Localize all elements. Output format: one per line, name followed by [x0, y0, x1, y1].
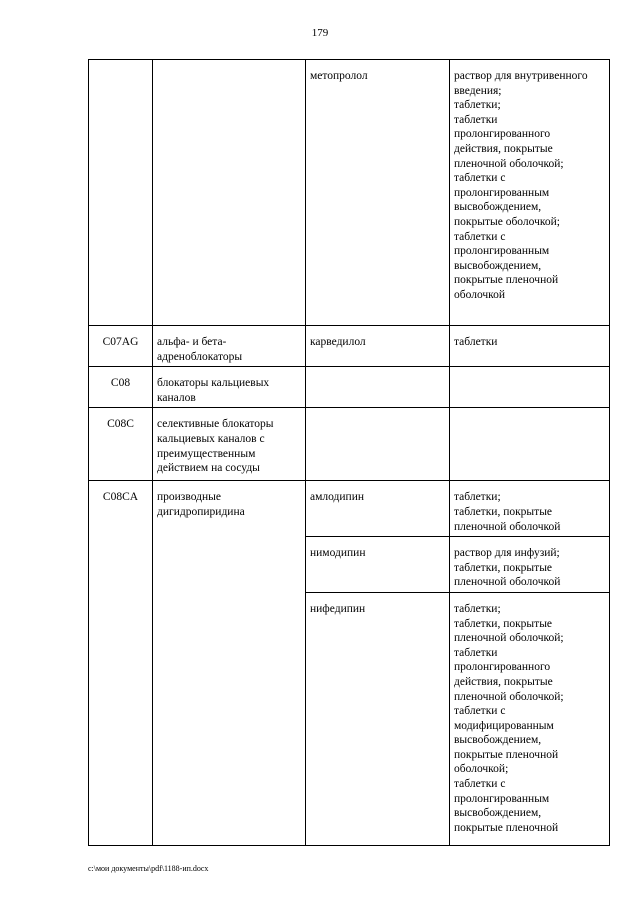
text-line: покрытые пленочной — [454, 821, 559, 834]
text-line: дигидропиридина — [157, 505, 245, 518]
atc-code-cell — [89, 60, 153, 326]
text-line: оболочкой; — [454, 763, 509, 776]
drug-table — [88, 59, 610, 846]
text-line: таблетки — [454, 336, 498, 348]
drug-name-cell — [306, 408, 450, 481]
dosage-forms-cell — [450, 408, 610, 481]
dosage-forms-cell — [450, 326, 610, 367]
dosage-forms-cell — [450, 592, 610, 845]
dosage-forms-cell — [450, 367, 610, 408]
text-line: таблетки с — [454, 778, 506, 791]
table-row — [89, 326, 610, 367]
dosage-forms-cell — [450, 537, 610, 593]
drug-name-cell: амлодипин — [306, 481, 450, 537]
text-line: альфа- и бета- — [157, 336, 227, 348]
drug-name-cell: карведилол — [306, 326, 450, 367]
text-line: действия, покрытые — [454, 675, 553, 688]
text-line: кальциевых каналов с — [157, 432, 265, 445]
text-line: производные — [157, 491, 221, 504]
footer-file-path: c:\мои документы\pdf\1188-ип.docx — [88, 864, 209, 873]
text-line: таблетки с — [454, 705, 506, 718]
text-line: пленочной оболочкой; — [454, 157, 564, 170]
atc-code-cell: C07AG — [89, 326, 153, 367]
page-number: 179 — [311, 27, 329, 39]
table-row — [89, 60, 610, 326]
table-row — [89, 481, 610, 537]
text-line: покрытые пленочной — [454, 748, 559, 761]
text-line: блокаторы кальциевых — [157, 377, 270, 390]
text-line: покрытые пленочной — [454, 274, 559, 287]
table-row — [89, 367, 610, 408]
text-line: покрытые оболочкой; — [454, 215, 560, 228]
text-line: пролонгированным — [454, 186, 550, 199]
text-line: таблетки — [454, 646, 498, 659]
group-cell — [153, 326, 306, 367]
text-line: пролонгированного — [454, 128, 551, 141]
text-line: пролонгированным — [454, 245, 550, 258]
text-line: адреноблокаторы — [157, 350, 243, 363]
text-line: таблетки с — [454, 230, 506, 243]
drug-name-cell: нифедипин — [306, 592, 450, 845]
text-line: высвобождением, — [454, 201, 542, 214]
text-line: действием на сосуды — [157, 462, 260, 475]
drug-name-cell: метопролол — [306, 60, 450, 326]
text-line: пленочной оболочкой — [454, 520, 561, 533]
group-cell — [153, 367, 306, 408]
text-line: селективные блокаторы — [157, 418, 274, 431]
group-cell — [153, 60, 306, 326]
text-line: высвобождением, — [454, 734, 542, 747]
text-line: таблетки с — [454, 172, 506, 185]
text-line: таблетки; — [454, 491, 501, 504]
text-line: пленочной оболочкой; — [454, 690, 564, 703]
text-line: преимущественным — [157, 447, 256, 460]
text-line: действия, покрытые — [454, 142, 553, 155]
text-line: таблетки — [454, 113, 498, 126]
text-line: пленочной оболочкой — [454, 576, 561, 589]
drug-name-cell: нимодипин — [306, 537, 450, 593]
atc-code-cell: C08C — [89, 408, 153, 481]
text-line: оболочкой — [454, 288, 506, 301]
text-line: таблетки, покрытые — [454, 561, 553, 574]
text-line: высвобождением, — [454, 807, 542, 820]
text-line: пленочной оболочкой; — [454, 632, 564, 645]
text-line: таблетки, покрытые — [454, 505, 553, 518]
text-line: таблетки, покрытые — [454, 617, 553, 630]
text-line: введения; — [454, 84, 502, 97]
text-line: пролонгированного — [454, 661, 551, 674]
text-line: раствор для инфузий; — [454, 547, 560, 560]
text-line: таблетки; — [454, 99, 501, 112]
atc-code-cell: C08 — [89, 367, 153, 408]
drug-name-cell — [306, 367, 450, 408]
group-cell — [153, 481, 306, 846]
dosage-forms-cell — [450, 60, 610, 326]
text-line: каналов — [157, 391, 196, 404]
text-line: пролонгированным — [454, 792, 550, 805]
text-line: модифицированным — [454, 719, 554, 732]
table-row — [89, 408, 610, 481]
text-line: таблетки; — [454, 602, 501, 615]
text-line: раствор для внутривенного — [454, 70, 588, 82]
text-line: высвобождением, — [454, 259, 542, 272]
atc-code-cell: C08CA — [89, 481, 153, 846]
dosage-forms-cell — [450, 481, 610, 537]
group-cell — [153, 408, 306, 481]
